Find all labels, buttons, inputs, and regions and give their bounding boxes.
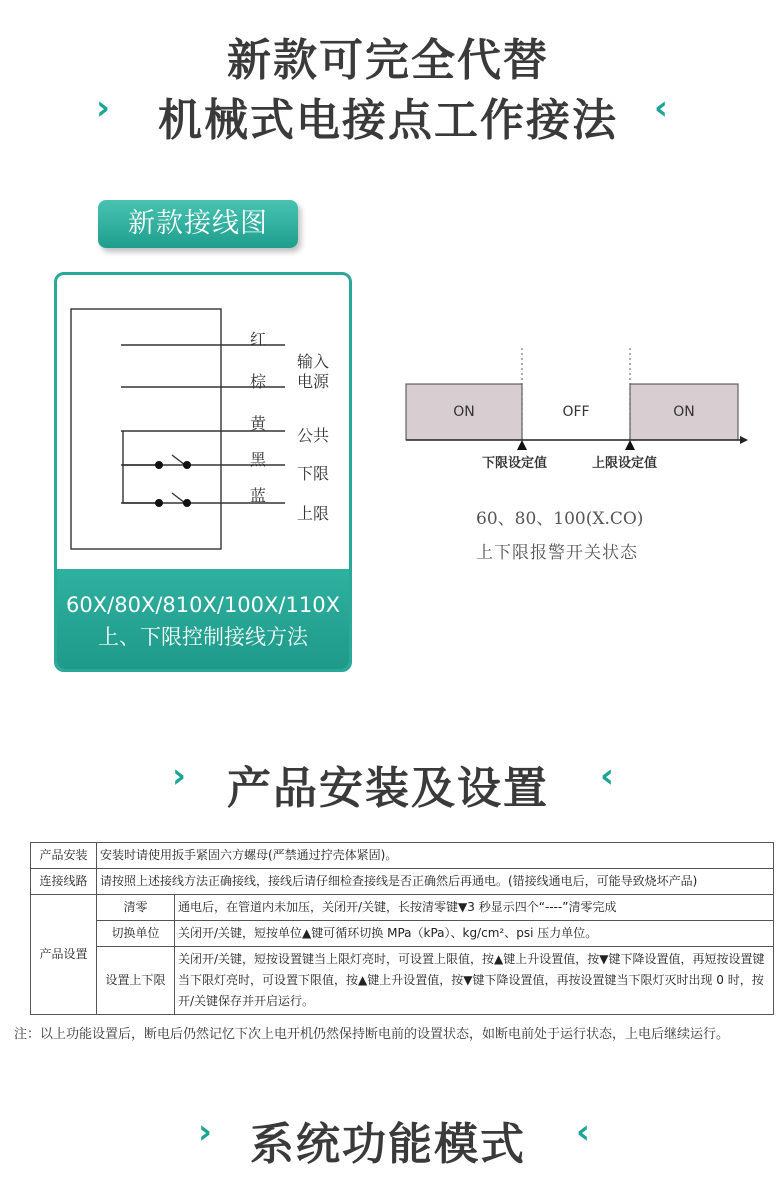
settings-note: 注：以上功能设置后，断电后仍然记忆下次上电开机仍然保持断电前的设置状态，如断电前处于运行状态，上电后继续运行。 [14,1027,730,1042]
chevron-left-icon: ‹ [654,88,669,128]
state-caption-desc: 上下限报警开关状态 [476,543,638,563]
settings-category: 产品设置 [31,895,97,1015]
install-category: 产品安装 [31,843,97,869]
wire-label-red: 红 [250,330,267,349]
chevron-left-icon: ‹ [600,756,615,796]
terminal-lower-label: 下限 [297,464,330,483]
unit-label: 切换单位 [97,921,175,947]
install-instruction: 安装时请使用扳手紧固六方螺母(严禁通过拧壳体紧固)。 [97,843,774,869]
axis-arrowhead [740,436,748,444]
wire-label-black: 黑 [250,450,267,469]
state-caption-models: 60、80、100(X.CO) [476,509,644,529]
terminal-upper-label: 上限 [297,504,330,523]
state-on-right: ON [673,404,695,420]
lower-setpoint-label: 下限设定值 [482,456,548,471]
zero-label: 清零 [97,895,175,921]
zero-instruction: 通电后，在管道内未加压，关闭开/关键，长按清零键▼3 秒显示四个“----”清零完成 [175,895,774,921]
wiring-diagram-badge: 新款接线图 [98,200,298,248]
wiring-instruction: 请按照上述接线方法正确接线，接线后请仔细检查接线是否正确然后再通电。(错接线通电后，可能导致烧坏产品) [97,869,774,895]
wiring-card-footer [57,569,349,669]
wire-label-yellow: 黄 [250,414,267,433]
chevron-right-icon: › [198,1112,213,1152]
limit-instruction: 关闭开/关键，短按设置键当上限灯亮时，可设置上限值，按▲键上升设置值，按▼键下降设置值，再短按设置键当下限灯亮时，可设置下限值，按▲键上升设置值，按▼键下降设置值，再按设置键当下限灯灭时出现 0 时，按开/关键保存并开启运行。 [175,947,774,1015]
chevron-right-icon: › [172,756,187,796]
limit-label: 设置上下限 [97,947,175,1015]
terminal-power-label: 电源 [297,372,330,391]
state-off: OFF [562,404,590,420]
system-section-title: 系统功能模式 [250,1119,526,1170]
terminal-input-label: 输入 [297,352,330,371]
wire-label-blue: 蓝 [250,486,267,505]
model-list: 60X/80X/810X/100X/110X [66,593,340,617]
settings-table [30,842,774,1015]
table-row [31,921,774,947]
table-row [31,947,774,1015]
page-title-line1: 新款可完全代替 [227,35,549,86]
unit-instruction: 关闭开/关键，短按单位▲键可循环切换 MPa（kPa）、kg/cm²、psi 压力单位。 [175,921,774,947]
chevron-right-icon: › [96,88,111,128]
lower-setpoint-marker [517,440,527,450]
state-on-left: ON [453,404,475,420]
switch-contact-dot [155,499,163,507]
upper-setpoint-label: 上限设定值 [592,456,658,471]
wiring-category: 连接线路 [31,869,97,895]
wire-label-brown: 棕 [250,372,267,391]
wiring-diagram-card [54,272,352,672]
upper-setpoint-marker [625,440,635,450]
chevron-left-icon: ‹ [576,1112,591,1152]
page-title-line2: 机械式电接点工作接法 [158,95,618,146]
switch-contact-dot [183,499,191,507]
table-row [31,843,774,869]
terminal-common-label: 公共 [297,426,330,445]
switch-contact-dot [155,461,163,469]
switch-contact-dot [183,461,191,469]
table-row [31,869,774,895]
install-section-title: 产品安装及设置 [227,763,549,814]
wiring-method-label: 上、下限控制接线方法 [98,625,308,649]
table-row [31,895,774,921]
